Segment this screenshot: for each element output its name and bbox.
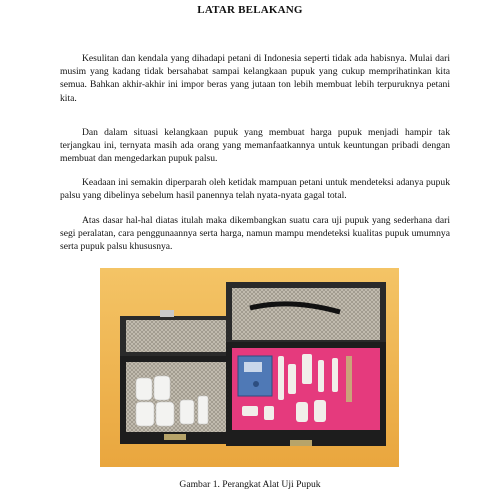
paragraph-3: Keadaan ini semakin diperparah oleh ketidak mampuan petani untuk mendeteksi adanya pupuk palsu yang dibelinya sebelum hasil panennya telah nyata-nyata gagal total. bbox=[60, 177, 450, 202]
paragraph-1: Kesulitan dan kendala yang dihadapi petani di Indonesia seperti tidak ada habisnya. Mulai dari musim yang kadang tidak bersahabat sampai kelangkaan pupuk yang cukup memprihatinkan kita semua. Bahkan akhir-akhir ini impor beras yang jutaan ton lebih membuat lebih terpuruknya petani kita. bbox=[60, 53, 450, 104]
large-case bbox=[226, 282, 386, 446]
paragraph-4: Atas dasar hal-hal diatas itulah maka dikembangkan suatu cara uji pupuk yang sederhana dari segi peralatan, cara penggunaannya serta harga, namun mampu mendeteksi kualitas pupuk umumnya serta pupuk palsu khususnya. bbox=[60, 215, 450, 253]
page-title: LATAR BELAKANG bbox=[197, 4, 303, 16]
figure-caption: Gambar 1. Perangkat Alat Uji Pupuk bbox=[179, 479, 321, 490]
fertilizer-test-kit-photo bbox=[100, 268, 399, 467]
small-case bbox=[120, 310, 232, 444]
paragraph-2: Dan dalam situasi kelangkaan pupuk yang membuat harga pupuk menjadi hampir tak terjangkau ini, ternyata masih ada orang yang memanfaatkannya untuk keuntungan pribadi dengan membuat dan mengedarkan pupuk palsu. bbox=[60, 127, 450, 165]
